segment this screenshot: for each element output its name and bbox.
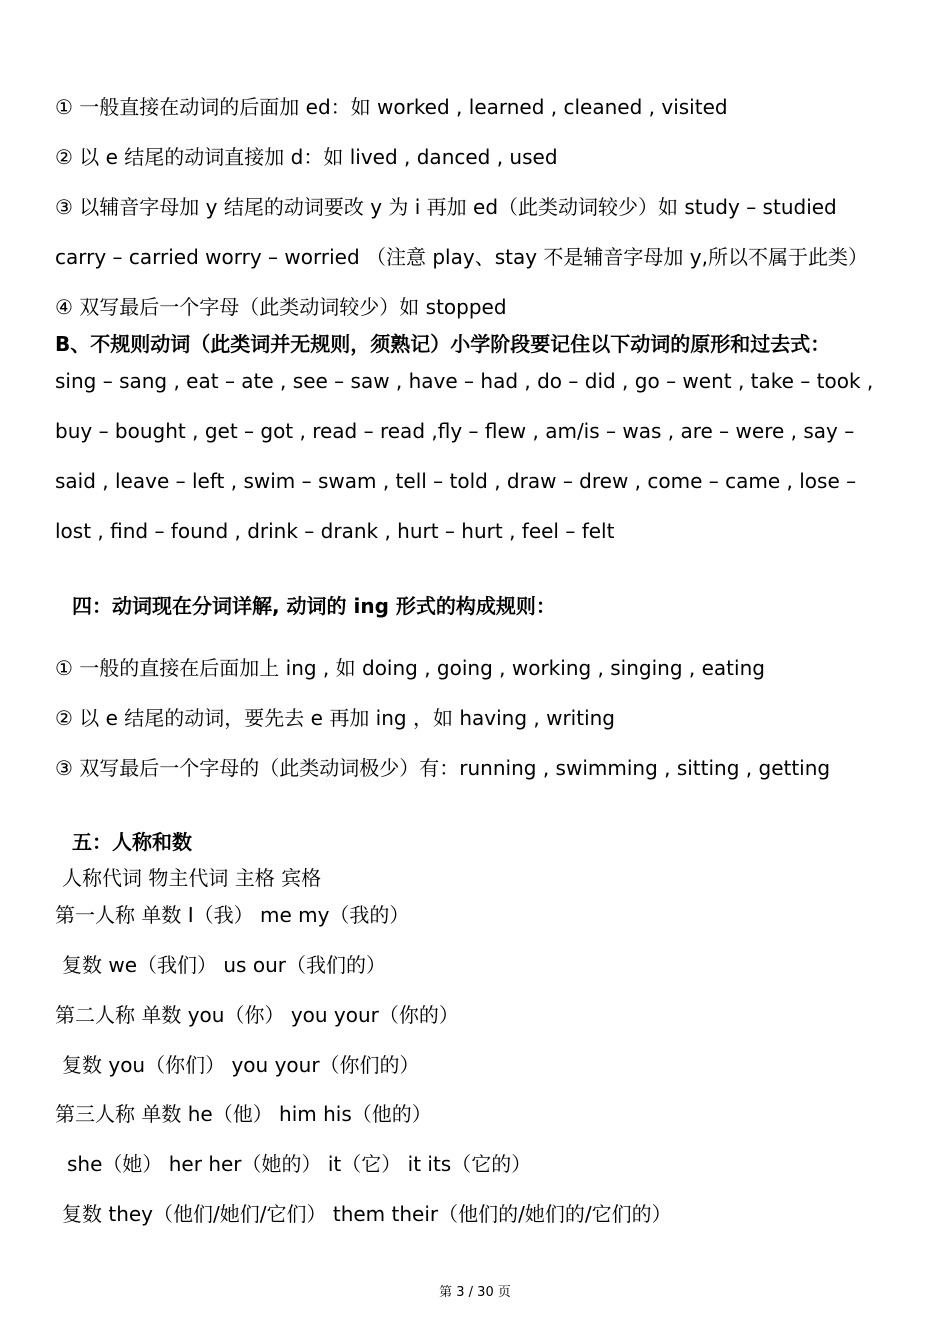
pronoun-row: 复数 they（他们/她们/它们） them their（他们的/她们的/它们的）	[62, 1202, 672, 1226]
irregular-verbs-heading: B、不规则动词（此类词并无规则，须熟记）小学阶段要记住以下动词的原形和过去式：	[55, 332, 831, 356]
ing-rule-3: ③ 双写最后一个字母的（此类动词极少）有：running , swimming , sitting , getting	[55, 756, 831, 780]
past-rule-2: ② 以 e 结尾的动词直接加 d：如 lived , danced , used	[55, 145, 558, 169]
past-rule-3: ③ 以辅音字母加 y 结尾的动词要改 y 为 i 再加 ed（此类动词较少）如 study – studied	[55, 195, 837, 219]
pronoun-row: she（她） her her（她的） it（它） it its（它的）	[67, 1152, 532, 1176]
irregular-verbs-line: lost , find – found , drink – drank , hurt – hurt , feel – felt	[55, 519, 615, 543]
pronoun-row: 第二人称 单数 you（你） you your（你的）	[55, 1003, 459, 1027]
section-4-heading: 四：动词现在分词详解, 动词的 ing 形式的构成规则：	[72, 594, 556, 618]
pronoun-row: 复数 you（你们） you your（你们的）	[62, 1053, 420, 1077]
pronoun-table-header: 人称代词 物主代词 主格 宾格	[62, 866, 322, 890]
past-rule-1: ① 一般直接在动词的后面加 ed：如 worked , learned , cleaned , visited	[55, 95, 728, 119]
irregular-verbs-line: said , leave – left , swim – swam , tell – told , draw – drew , come – came , lose –	[55, 469, 857, 493]
page-number: 第 3 / 30 页	[439, 1285, 511, 1300]
past-rule-3-continued: carry – carried worry – worried （注意 play、stay 不是辅音字母加 y,所以不属于此类）	[55, 245, 868, 269]
section-5-heading: 五：人称和数	[72, 830, 192, 854]
pronoun-row: 第一人称 单数 I（我） me my（我的）	[55, 903, 410, 927]
pronoun-row: 第三人称 单数 he（他） him his（他的）	[55, 1102, 432, 1126]
irregular-verbs-line: buy – bought , get – got , read – read ,fly – flew , am/is – was , are – were , say –	[55, 419, 855, 443]
pronoun-row: 复数 we（我们） us our（我们的）	[62, 953, 386, 977]
ing-rule-1: ① 一般的直接在后面加上 ing , 如 doing , going , working , singing , eating	[55, 656, 765, 680]
ing-rule-2: ② 以 e 结尾的动词，要先去 e 再加 ing ，如 having , writing	[55, 706, 615, 730]
irregular-verbs-line: sing – sang , eat – ate , see – saw , have – had , do – did , go – went , take – took ,	[55, 369, 874, 393]
past-rule-4: ④ 双写最后一个字母（此类动词较少）如 stopped	[55, 295, 507, 319]
